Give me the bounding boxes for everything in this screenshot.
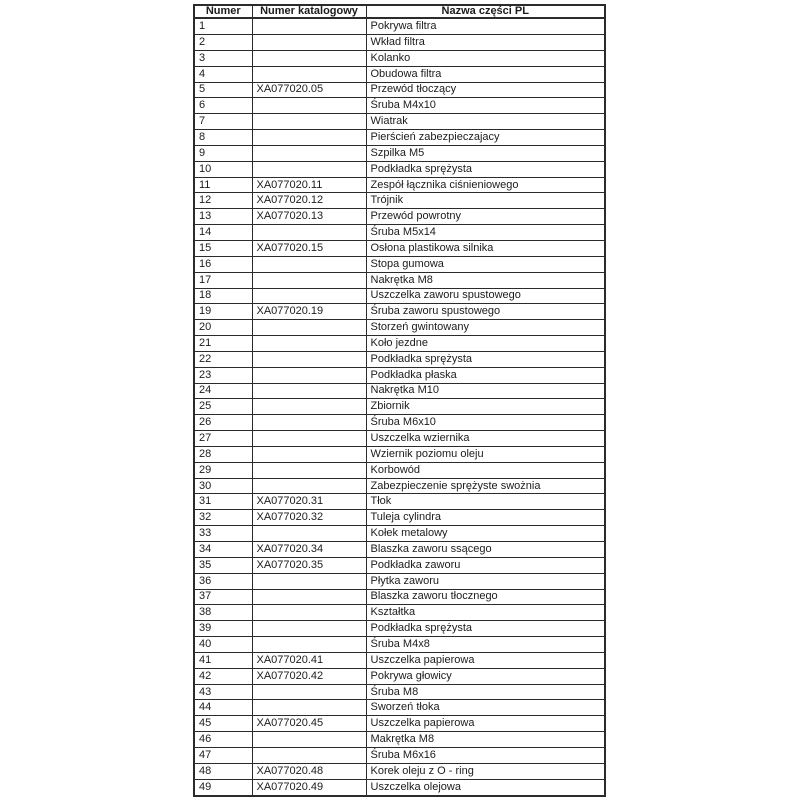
cell-numer-katalogowy: XA077020.11 (252, 177, 366, 193)
cell-numer-katalogowy: XA077020.35 (252, 557, 366, 573)
cell-numer: 46 (194, 732, 252, 748)
table-row (194, 225, 605, 241)
cell-numer: 42 (194, 668, 252, 684)
table-row (194, 684, 605, 700)
cell-numer-katalogowy: XA077020.41 (252, 652, 366, 668)
cell-nazwa-czesci: Korbowód (366, 462, 605, 478)
cell-numer-katalogowy (252, 225, 366, 241)
table-row (194, 320, 605, 336)
cell-numer: 10 (194, 161, 252, 177)
cell-numer: 41 (194, 652, 252, 668)
header-nazwa-czesci: Nazwa części PL (366, 5, 605, 18)
table-row (194, 272, 605, 288)
table-row (194, 98, 605, 114)
cell-nazwa-czesci: Uszczelka zaworu spustowego (366, 288, 605, 304)
cell-nazwa-czesci: Podkładka płaska (366, 367, 605, 383)
cell-nazwa-czesci: Zabezpieczenie sprężyste swożnia (366, 478, 605, 494)
cell-numer-katalogowy: XA077020.13 (252, 209, 366, 225)
cell-numer-katalogowy (252, 35, 366, 51)
cell-nazwa-czesci: Śruba M6x16 (366, 747, 605, 763)
cell-numer: 12 (194, 193, 252, 209)
cell-numer-katalogowy (252, 637, 366, 653)
table-row (194, 82, 605, 98)
parts-table-body (194, 18, 605, 796)
cell-numer: 1 (194, 18, 252, 35)
cell-nazwa-czesci: Podkładka sprężysta (366, 351, 605, 367)
cell-nazwa-czesci: Uszczelka papierowa (366, 652, 605, 668)
cell-nazwa-czesci: Przewód tłoczący (366, 82, 605, 98)
table-row (194, 478, 605, 494)
table-row (194, 399, 605, 415)
table-row (194, 35, 605, 51)
cell-nazwa-czesci: Przewód powrotny (366, 209, 605, 225)
table-row (194, 240, 605, 256)
cell-numer: 34 (194, 542, 252, 558)
cell-numer-katalogowy (252, 526, 366, 542)
cell-numer-katalogowy: XA077020.15 (252, 240, 366, 256)
cell-numer-katalogowy (252, 383, 366, 399)
cell-numer-katalogowy: XA077020.49 (252, 779, 366, 796)
table-row (194, 494, 605, 510)
table-row (194, 114, 605, 130)
cell-numer: 7 (194, 114, 252, 130)
cell-numer: 24 (194, 383, 252, 399)
cell-numer-katalogowy (252, 336, 366, 352)
cell-numer-katalogowy (252, 130, 366, 146)
cell-numer-katalogowy: XA077020.05 (252, 82, 366, 98)
cell-numer: 5 (194, 82, 252, 98)
cell-numer-katalogowy (252, 399, 366, 415)
cell-numer: 35 (194, 557, 252, 573)
cell-nazwa-czesci: Zbiornik (366, 399, 605, 415)
cell-nazwa-czesci: Trójnik (366, 193, 605, 209)
table-row (194, 193, 605, 209)
cell-numer: 13 (194, 209, 252, 225)
table-row (194, 130, 605, 146)
cell-numer: 14 (194, 225, 252, 241)
cell-nazwa-czesci: Śruba M5x14 (366, 225, 605, 241)
cell-numer: 44 (194, 700, 252, 716)
cell-nazwa-czesci: Nakrętka M10 (366, 383, 605, 399)
cell-numer-katalogowy: XA077020.19 (252, 304, 366, 320)
cell-nazwa-czesci: Uszczelka olejowa (366, 779, 605, 796)
cell-nazwa-czesci: Pierścień zabezpieczajacy (366, 130, 605, 146)
cell-numer-katalogowy (252, 256, 366, 272)
table-row (194, 383, 605, 399)
cell-numer: 22 (194, 351, 252, 367)
cell-numer-katalogowy (252, 573, 366, 589)
cell-numer-katalogowy (252, 446, 366, 462)
cell-nazwa-czesci: Wkład filtra (366, 35, 605, 51)
header-numer: Numer (194, 5, 252, 18)
cell-nazwa-czesci: Uszczelka wziernika (366, 431, 605, 447)
cell-nazwa-czesci: Kołek metalowy (366, 526, 605, 542)
cell-numer-katalogowy (252, 462, 366, 478)
cell-numer: 17 (194, 272, 252, 288)
cell-numer: 6 (194, 98, 252, 114)
cell-numer-katalogowy (252, 114, 366, 130)
cell-nazwa-czesci: Tuleja cylindra (366, 510, 605, 526)
cell-nazwa-czesci: Osłona plastikowa silnika (366, 240, 605, 256)
table-row (194, 542, 605, 558)
cell-nazwa-czesci: Śruba M4x8 (366, 637, 605, 653)
cell-numer: 25 (194, 399, 252, 415)
cell-numer: 9 (194, 145, 252, 161)
cell-numer: 37 (194, 589, 252, 605)
cell-nazwa-czesci: Storzeń gwintowany (366, 320, 605, 336)
cell-numer: 28 (194, 446, 252, 462)
cell-numer: 39 (194, 621, 252, 637)
table-row (194, 431, 605, 447)
cell-numer: 38 (194, 605, 252, 621)
cell-numer: 31 (194, 494, 252, 510)
cell-numer-katalogowy: XA077020.42 (252, 668, 366, 684)
header-numer-katalogowy: Numer katalogowy (252, 5, 366, 18)
cell-nazwa-czesci: Śruba zaworu spustowego (366, 304, 605, 320)
cell-numer: 16 (194, 256, 252, 272)
cell-nazwa-czesci: Wiatrak (366, 114, 605, 130)
cell-numer-katalogowy: XA077020.45 (252, 716, 366, 732)
cell-numer-katalogowy (252, 589, 366, 605)
cell-numer-katalogowy (252, 621, 366, 637)
cell-numer: 30 (194, 478, 252, 494)
cell-numer-katalogowy: XA077020.31 (252, 494, 366, 510)
cell-numer: 21 (194, 336, 252, 352)
table-row (194, 446, 605, 462)
cell-numer: 19 (194, 304, 252, 320)
cell-nazwa-czesci: Pokrywa głowicy (366, 668, 605, 684)
cell-numer-katalogowy (252, 415, 366, 431)
parts-table-header (194, 5, 605, 18)
cell-numer-katalogowy (252, 684, 366, 700)
cell-numer-katalogowy (252, 700, 366, 716)
cell-nazwa-czesci: Nakrętka M8 (366, 272, 605, 288)
cell-nazwa-czesci: Blaszka zaworu ssącego (366, 542, 605, 558)
table-row (194, 304, 605, 320)
cell-nazwa-czesci: Śruba M8 (366, 684, 605, 700)
cell-nazwa-czesci: Śruba M4x10 (366, 98, 605, 114)
cell-numer-katalogowy (252, 431, 366, 447)
parts-table (193, 4, 606, 797)
table-row (194, 145, 605, 161)
cell-nazwa-czesci: Płytka zaworu (366, 573, 605, 589)
cell-nazwa-czesci: Stopa gumowa (366, 256, 605, 272)
cell-numer-katalogowy (252, 66, 366, 82)
cell-numer-katalogowy: XA077020.32 (252, 510, 366, 526)
table-row (194, 621, 605, 637)
table-row (194, 668, 605, 684)
cell-numer-katalogowy (252, 272, 366, 288)
table-row (194, 256, 605, 272)
cell-numer-katalogowy (252, 161, 366, 177)
cell-numer: 18 (194, 288, 252, 304)
cell-numer: 33 (194, 526, 252, 542)
cell-numer-katalogowy (252, 18, 366, 35)
cell-nazwa-czesci: Sworzeń tłoka (366, 700, 605, 716)
table-row (194, 700, 605, 716)
table-row (194, 18, 605, 35)
table-row (194, 652, 605, 668)
cell-numer: 26 (194, 415, 252, 431)
cell-nazwa-czesci: Koło jezdne (366, 336, 605, 352)
cell-numer: 8 (194, 130, 252, 146)
cell-nazwa-czesci: Zespół łącznika ciśnieniowego (366, 177, 605, 193)
cell-numer-katalogowy (252, 747, 366, 763)
table-row (194, 589, 605, 605)
cell-nazwa-czesci: Kolanko (366, 50, 605, 66)
table-row (194, 288, 605, 304)
cell-numer: 27 (194, 431, 252, 447)
cell-numer: 32 (194, 510, 252, 526)
table-row (194, 177, 605, 193)
cell-numer: 15 (194, 240, 252, 256)
table-row (194, 351, 605, 367)
table-row (194, 763, 605, 779)
cell-numer: 48 (194, 763, 252, 779)
table-row (194, 161, 605, 177)
table-row (194, 573, 605, 589)
cell-nazwa-czesci: Podkładka sprężysta (366, 161, 605, 177)
cell-numer: 36 (194, 573, 252, 589)
table-row (194, 747, 605, 763)
cell-numer-katalogowy: XA077020.12 (252, 193, 366, 209)
cell-numer-katalogowy (252, 478, 366, 494)
cell-numer: 47 (194, 747, 252, 763)
table-row (194, 50, 605, 66)
cell-nazwa-czesci: Blaszka zaworu tłocznego (366, 589, 605, 605)
cell-numer-katalogowy (252, 145, 366, 161)
cell-nazwa-czesci: Podkładka sprężysta (366, 621, 605, 637)
cell-nazwa-czesci: Tłok (366, 494, 605, 510)
table-row (194, 557, 605, 573)
cell-nazwa-czesci: Podkładka zaworu (366, 557, 605, 573)
cell-numer-katalogowy (252, 98, 366, 114)
cell-numer-katalogowy (252, 351, 366, 367)
cell-numer: 2 (194, 35, 252, 51)
table-row (194, 605, 605, 621)
cell-nazwa-czesci: Śruba M6x10 (366, 415, 605, 431)
cell-nazwa-czesci: Makrętka M8 (366, 732, 605, 748)
table-row (194, 462, 605, 478)
cell-numer: 40 (194, 637, 252, 653)
cell-nazwa-czesci: Pokrywa filtra (366, 18, 605, 35)
table-row (194, 66, 605, 82)
cell-numer-katalogowy (252, 288, 366, 304)
table-row (194, 510, 605, 526)
cell-numer-katalogowy (252, 367, 366, 383)
table-row (194, 732, 605, 748)
header-row (194, 5, 605, 18)
cell-numer: 49 (194, 779, 252, 796)
cell-numer: 3 (194, 50, 252, 66)
cell-nazwa-czesci: Obudowa filtra (366, 66, 605, 82)
cell-nazwa-czesci: Korek oleju z O - ring (366, 763, 605, 779)
cell-nazwa-czesci: Kształtka (366, 605, 605, 621)
table-row (194, 716, 605, 732)
cell-nazwa-czesci: Szpilka M5 (366, 145, 605, 161)
cell-numer-katalogowy (252, 732, 366, 748)
cell-numer-katalogowy: XA077020.34 (252, 542, 366, 558)
table-row (194, 367, 605, 383)
cell-numer: 20 (194, 320, 252, 336)
table-row (194, 415, 605, 431)
table-row (194, 526, 605, 542)
cell-numer: 23 (194, 367, 252, 383)
table-row (194, 779, 605, 796)
cell-nazwa-czesci: Wziernik poziomu oleju (366, 446, 605, 462)
cell-nazwa-czesci: Uszczelka papierowa (366, 716, 605, 732)
table-row (194, 209, 605, 225)
cell-numer: 4 (194, 66, 252, 82)
cell-numer-katalogowy (252, 320, 366, 336)
table-row (194, 336, 605, 352)
cell-numer: 43 (194, 684, 252, 700)
cell-numer: 45 (194, 716, 252, 732)
cell-numer-katalogowy (252, 605, 366, 621)
cell-numer-katalogowy: XA077020.48 (252, 763, 366, 779)
cell-numer: 11 (194, 177, 252, 193)
cell-numer-katalogowy (252, 50, 366, 66)
table-row (194, 637, 605, 653)
cell-numer: 29 (194, 462, 252, 478)
